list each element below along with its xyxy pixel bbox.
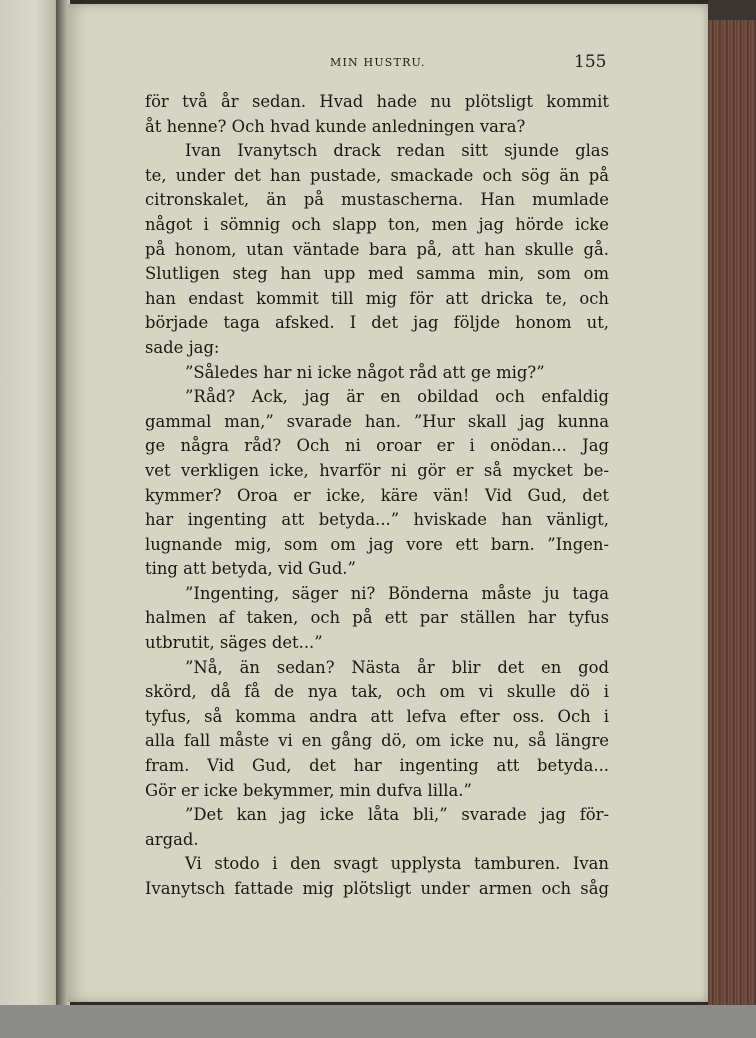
running-title: MIN HUSTRU. xyxy=(330,56,426,69)
text-line: Ivan Ivanytsch drack redan sitt sjunde glas xyxy=(185,141,609,161)
book-page xyxy=(68,4,708,1002)
text-line: Ivanytsch fattade mig plötsligt under armen och såg xyxy=(145,879,609,898)
text-line: åt henne? Och hvad kunde anledningen vara? xyxy=(145,116,526,136)
text-line: tyfus, så komma andra att lefva efter oss. Och i xyxy=(145,706,609,726)
cover-corner xyxy=(708,0,756,20)
text-line: ”Det kan jag icke låta bli,” svarade jag för- xyxy=(185,805,609,825)
text-line: skörd, då få de nya tak, och om vi skulle dö i xyxy=(145,682,609,702)
page-header xyxy=(68,52,708,78)
text-line: ”Nå, än sedan? Nästa år blir det en god xyxy=(185,657,609,677)
text-line: sade jag: xyxy=(145,337,220,357)
text-line: har ingenting att betyda...” hviskade han vänligt, xyxy=(145,510,609,530)
text-line: halmen af taken, och på ett par ställen har tyfus xyxy=(145,608,609,628)
page-stack-edge xyxy=(708,0,756,1005)
text-line: alla fall måste vi en gång dö, om icke nu, så längre xyxy=(145,731,609,751)
body-text xyxy=(145,90,609,902)
scan-bottom-margin xyxy=(0,1005,756,1038)
text-line: te, under det han pustade, smackade och sög än på xyxy=(145,165,609,185)
text-line: ”Ingenting, säger ni? Bönderna måste ju taga xyxy=(185,583,609,603)
text-line: för två år sedan. Hvad hade nu plötsligt kommit xyxy=(145,92,609,111)
text-line: på honom, utan väntade bara på, att han skulle gå. xyxy=(145,239,609,259)
text-line: fram. Vid Gud, det har ingenting att betyda... xyxy=(145,756,609,776)
page-number: 155 xyxy=(574,52,607,72)
text-line: ting att betyda, vid Gud.” xyxy=(145,559,356,579)
text-line: argad. xyxy=(145,829,199,849)
text-line: utbrutit, säges det...” xyxy=(145,633,323,653)
text-line: ”Således har ni icke något råd att ge mig?” xyxy=(185,362,545,382)
text-line: han endast kommit till mig för att dricka te, och xyxy=(145,288,609,308)
text-line: började taga afsked. I det jag följde honom ut, xyxy=(145,313,609,333)
text-line: Gör er icke bekymmer, min dufva lilla.” xyxy=(145,780,472,800)
text-line: ”Råd? Ack, jag är en obildad och enfaldig xyxy=(185,387,609,407)
text-line: kymmer? Oroa er icke, käre vän! Vid Gud, det xyxy=(145,485,609,505)
left-page-edge xyxy=(0,0,64,1005)
text-line: Slutligen steg han upp med samma min, som om xyxy=(145,264,609,284)
text-line: citronskalet, än på mustascherna. Han mumlade xyxy=(145,190,609,210)
text-line: Vi stodo i den svagt upplysta tamburen. Ivan xyxy=(185,854,609,874)
text-line: vet verkligen icke, hvarför ni gör er så mycket be- xyxy=(145,460,609,480)
text-line: gammal man,” svarade han. ”Hur skall jag kunna xyxy=(145,411,609,431)
text-line: något i sömnig och slapp ton, men jag hörde icke xyxy=(145,214,609,234)
text-line: ge några råd? Och ni oroar er i onödan... Jag xyxy=(145,436,609,456)
text-line: lugnande mig, som om jag vore ett barn. ”Ingen- xyxy=(145,534,609,554)
